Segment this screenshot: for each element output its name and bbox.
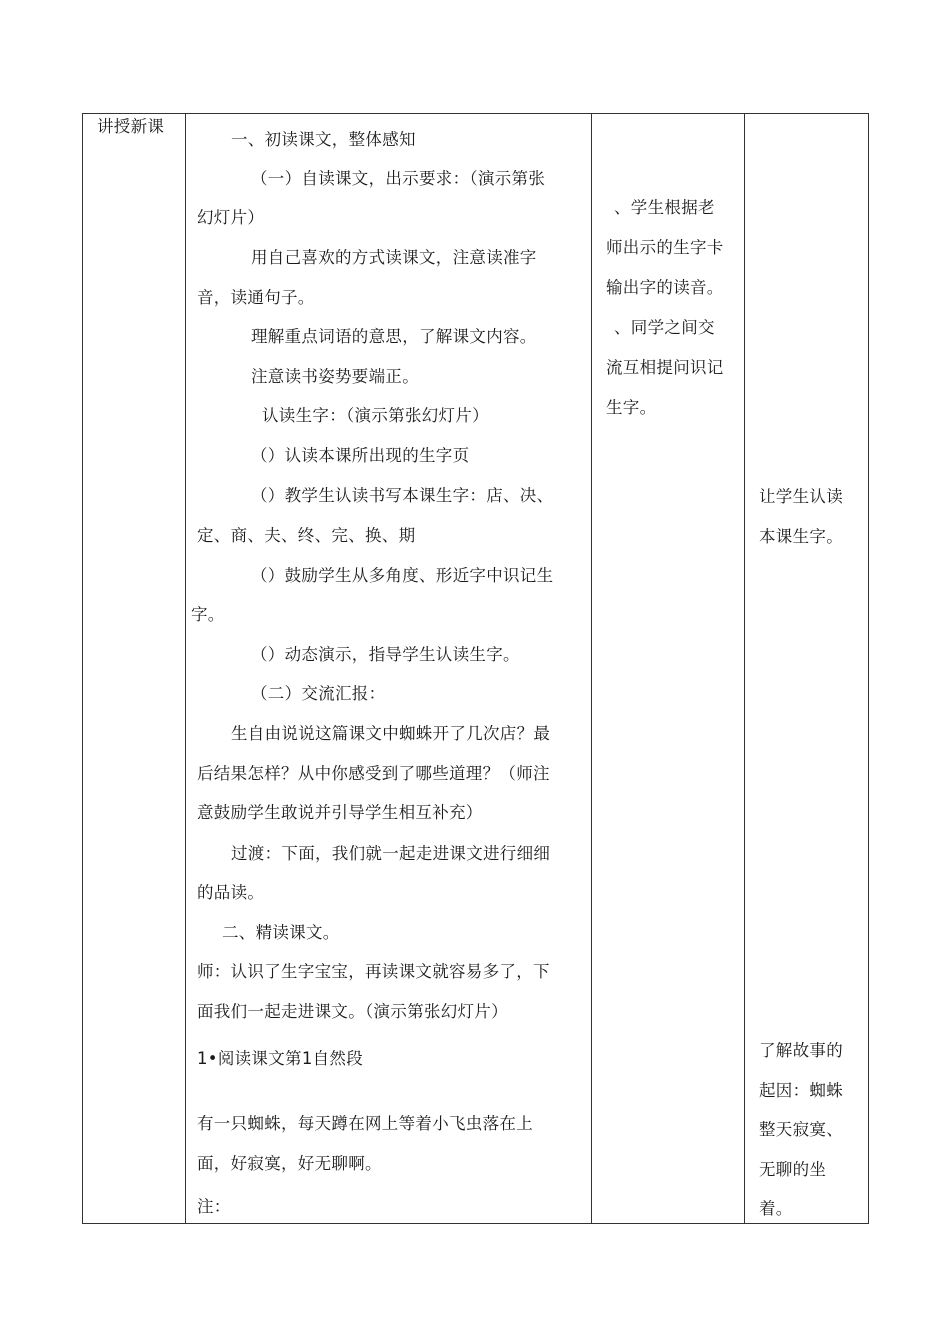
content-line: 用自己喜欢的方式读课文，注意读准字: [251, 248, 537, 267]
content-line: （）认读本课所出现的生字页: [251, 446, 470, 465]
content-line: 面，好寂寞，好无聊啊。: [197, 1154, 382, 1173]
content-line: 幻灯片）: [197, 208, 265, 227]
student-line: 输出字的读音。: [606, 278, 724, 297]
intent-line: 无聊的坐: [759, 1160, 827, 1179]
content-line: 意鼓励学生敢说并引导学生相互补充）: [197, 803, 483, 822]
student-line: 流互相提问识记: [606, 358, 724, 377]
content-line: 注意读书姿势要端正。: [251, 367, 419, 386]
intent-line: 让学生认读: [759, 487, 843, 506]
content-line: 面我们一起走进课文。（演示第张幻灯片）: [197, 1002, 508, 1021]
content-line: （）动态演示，指导学生认读生字。: [251, 645, 520, 664]
content-line: 师：认识了生字宝宝，再读课文就容易多了，下: [197, 962, 550, 981]
student-line: 师出示的生字卡: [606, 238, 724, 257]
content-line: 二、精读课文。: [222, 923, 340, 942]
content-line: （）鼓励学生从多角度、形近字中识记生: [251, 566, 554, 585]
intent-line: 本课生字。: [759, 527, 843, 546]
content-line: （）教学生认读书写本课生字：店、决、: [251, 486, 554, 505]
content-line: 的品读。: [197, 883, 265, 902]
content-line: 字。: [191, 605, 225, 624]
content-line: 认读生字：（演示第张幻灯片）: [262, 406, 489, 425]
content-line: 定、商、夫、终、完、换、期: [197, 526, 416, 545]
intent-line: 起因：蜘蛛: [759, 1081, 843, 1100]
student-line: 生字。: [606, 398, 657, 417]
content-line: 生自由说说这篇课文中蜘蛛开了几次店？最: [231, 724, 551, 743]
column-divider: [591, 114, 592, 1223]
content-line: 注：: [197, 1197, 231, 1216]
content-line: 过渡：下面，我们就一起走进课文进行细细: [231, 844, 551, 863]
intent-line: 整天寂寞、: [759, 1120, 843, 1139]
content-line: 音，读通句子。: [197, 288, 315, 307]
column-divider: [185, 114, 186, 1223]
content-line: 1•阅读课文第1自然段: [197, 1049, 364, 1068]
content-line: 一、初读课文，整体感知: [231, 130, 416, 149]
content-line: （一）自读课文，出示要求：（演示第张: [251, 169, 546, 188]
intent-line: 着。: [759, 1199, 793, 1218]
student-line: 、同学之间交: [614, 318, 715, 337]
content-line: 有一只蜘蛛，每天蹲在网上等着小飞虫落在上: [197, 1114, 533, 1133]
section-label: 讲授新课: [97, 117, 165, 136]
student-line: 、学生根据老: [614, 198, 715, 217]
content-line: （二）交流汇报：: [251, 684, 386, 703]
content-line: 后结果怎样？从中你感受到了哪些道理？（师注: [197, 764, 550, 783]
content-line: 理解重点词语的意思，了解课文内容。: [251, 327, 537, 346]
intent-line: 了解故事的: [759, 1041, 843, 1060]
column-divider: [744, 114, 745, 1223]
